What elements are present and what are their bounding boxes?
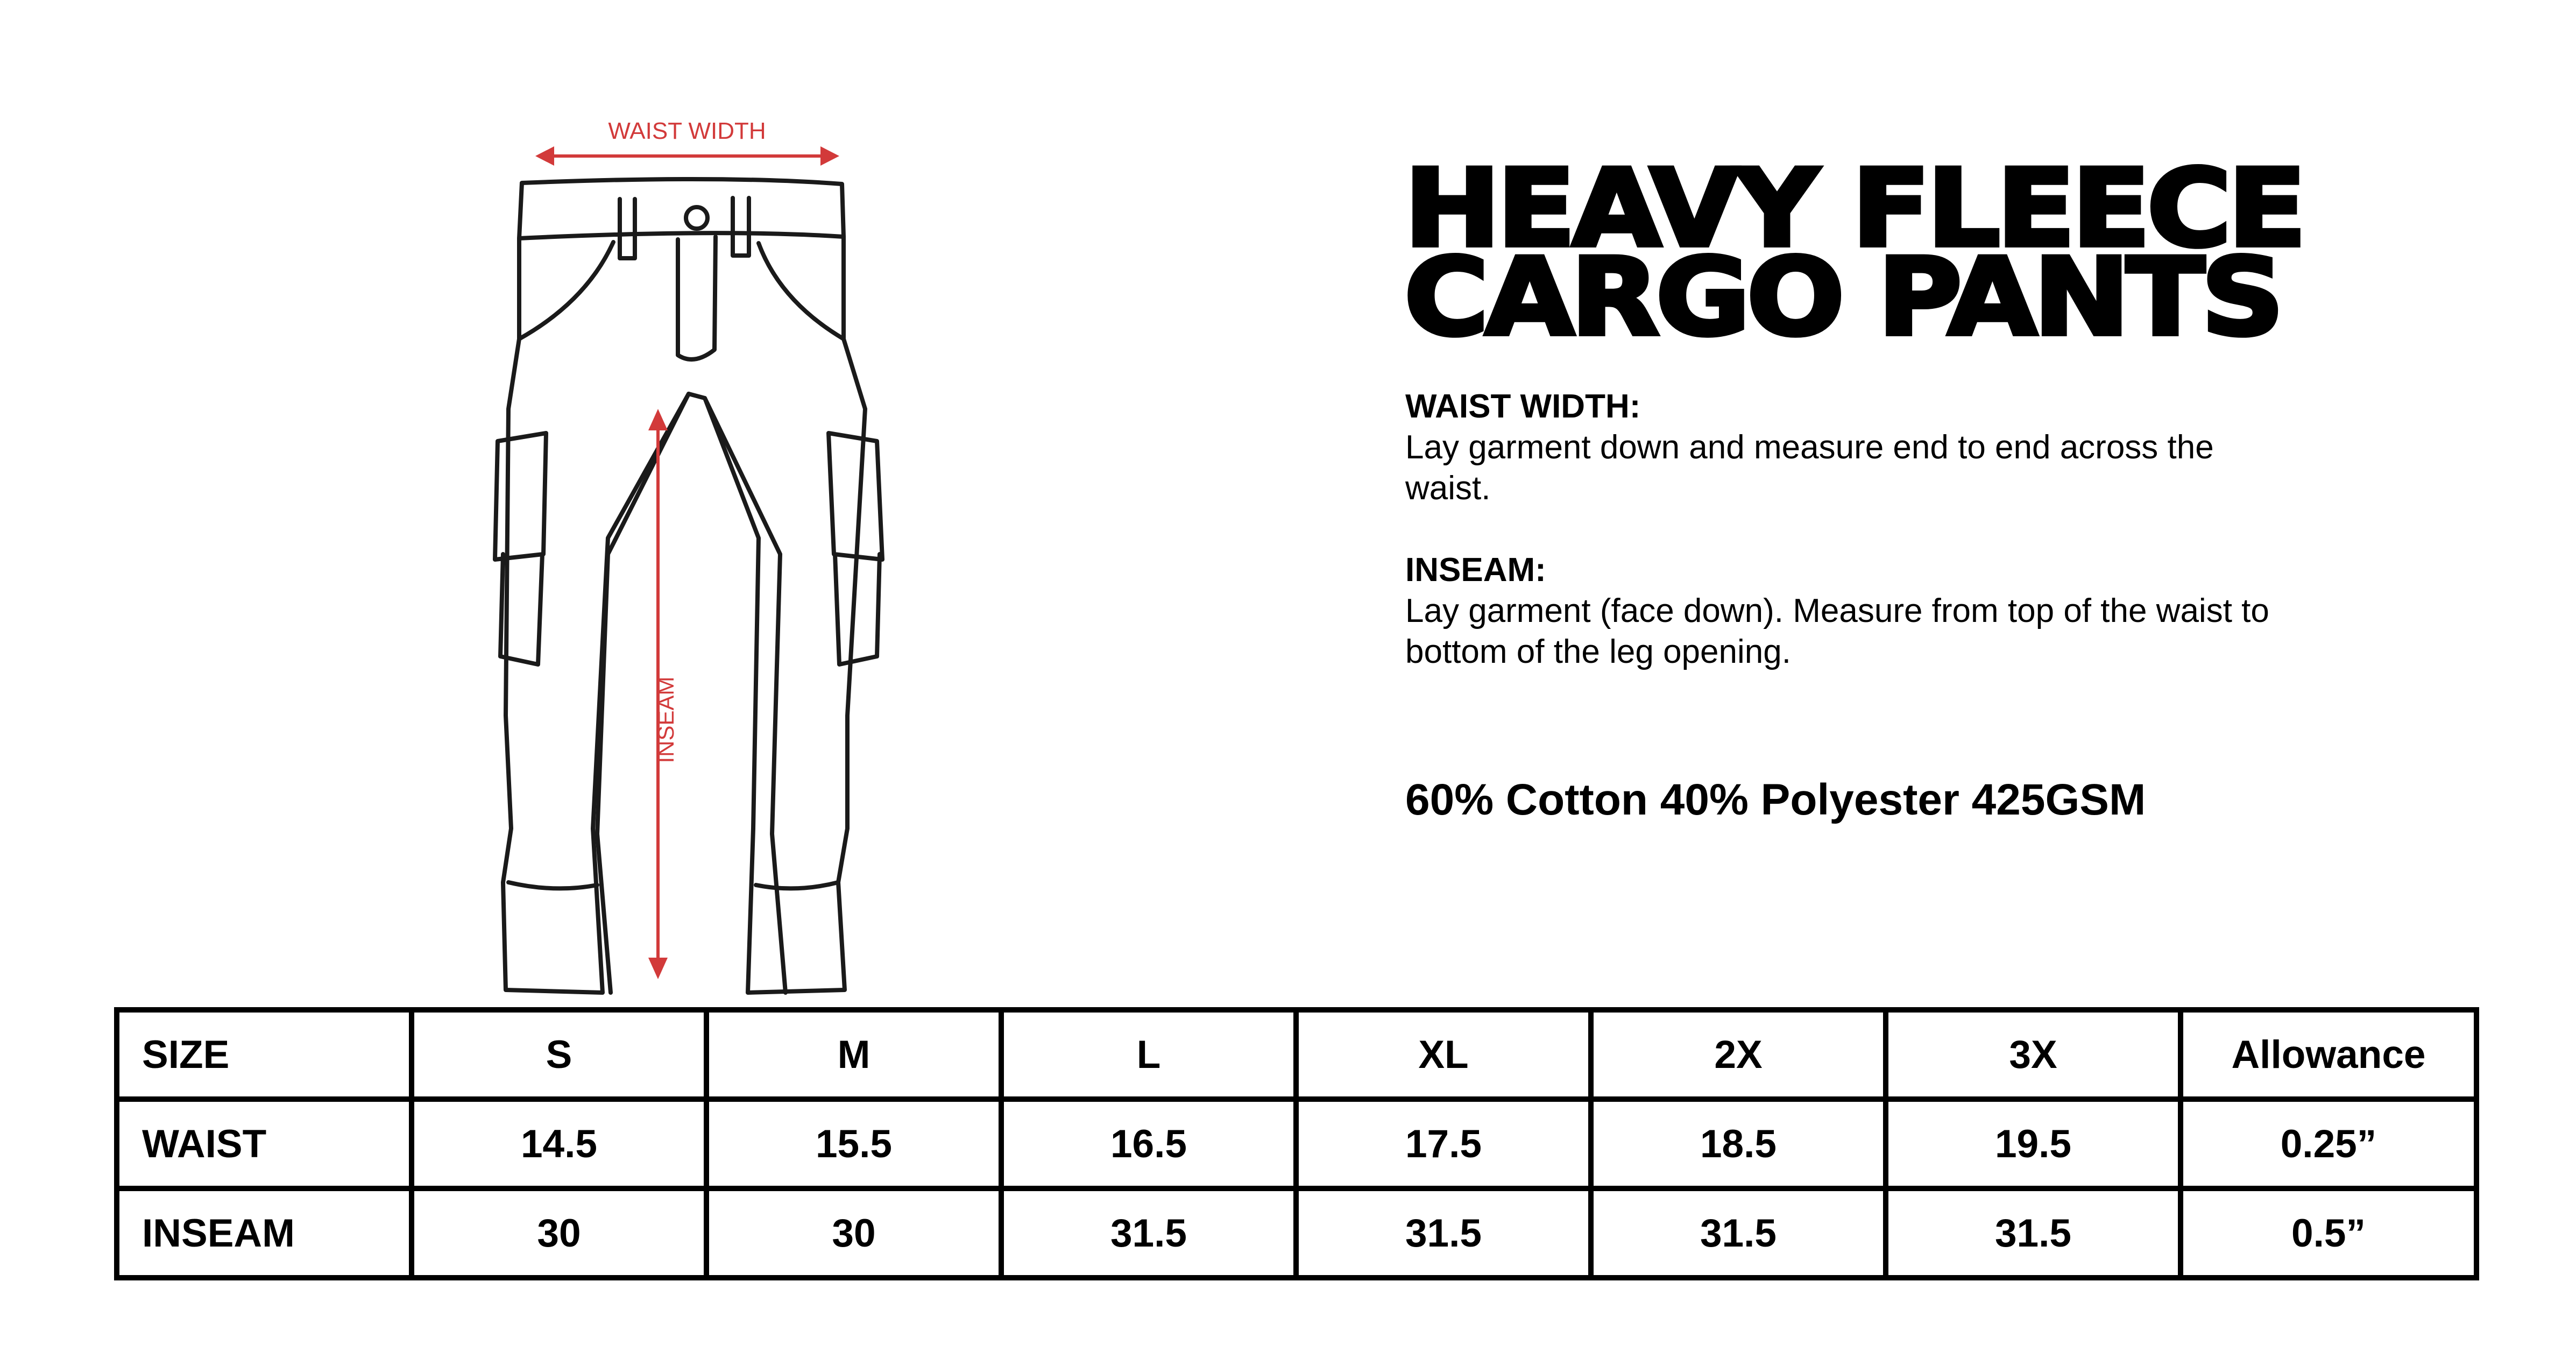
- waist-width-arrow: [535, 146, 839, 166]
- size-chart-table: [114, 1007, 2479, 1280]
- table-cell: 18.5: [1591, 1099, 1886, 1188]
- belt-loop-right: [733, 198, 749, 256]
- pants-illustration: [452, 108, 936, 995]
- header-cell: XL: [1296, 1010, 1591, 1099]
- pocket-left: [519, 242, 613, 339]
- header-cell: Allowance: [2181, 1010, 2476, 1099]
- pants-outline: [503, 237, 865, 993]
- header-cell: 3X: [1886, 1010, 2181, 1099]
- table-cell: 31.5: [1591, 1188, 1886, 1278]
- inseam-label: INSEAM: [653, 676, 678, 763]
- cuff-left: [508, 882, 597, 888]
- waist-instruction-heading: WAIST WIDTH:: [1405, 388, 1641, 425]
- header-cell: 2X: [1591, 1010, 1886, 1099]
- table-cell: 31.5: [1001, 1188, 1296, 1278]
- title-line-2: CARGO PANTS: [1404, 235, 2281, 359]
- product-title: [1404, 146, 2426, 359]
- seam-right: [705, 398, 785, 993]
- table-cell: 0.25”: [2181, 1099, 2476, 1188]
- waist-width-label: WAIST WIDTH: [608, 118, 766, 144]
- table-cell: 17.5: [1296, 1099, 1591, 1188]
- pocket-right: [759, 243, 844, 339]
- table-cell: 16.5: [1001, 1099, 1296, 1188]
- cargo-pocket-left: [495, 433, 546, 664]
- header-cell: S: [412, 1010, 706, 1099]
- waist-instruction: [1405, 386, 2320, 509]
- table-cell: 30: [412, 1188, 706, 1278]
- belt-loop-left: [620, 199, 635, 258]
- fly-outline: [678, 237, 716, 359]
- waist-instruction-text: Lay garment down and measure end to end across the waist.: [1405, 429, 2214, 507]
- table-cell: INSEAM: [117, 1188, 412, 1278]
- inseam-instruction: [1405, 550, 2320, 672]
- table-cell: 0.5”: [2181, 1188, 2476, 1278]
- header-cell: M: [706, 1010, 1001, 1099]
- cargo-pants-diagram: [452, 108, 936, 995]
- table-row: [117, 1099, 2476, 1188]
- inseam-instruction-text: Lay garment (face down). Measure from top of the waist to bottom of the leg opening.: [1405, 592, 2269, 670]
- header-cell: L: [1001, 1010, 1296, 1099]
- table-cell: 19.5: [1886, 1099, 2181, 1188]
- header-cell: SIZE: [117, 1010, 412, 1099]
- measurement-instructions: [1405, 386, 2320, 713]
- table-cell: 30: [706, 1188, 1001, 1278]
- button-icon: [686, 207, 707, 229]
- table-cell: 31.5: [1296, 1188, 1591, 1278]
- waistband-outline: [519, 179, 844, 238]
- cuff-right: [756, 882, 838, 888]
- inseam-instruction-heading: INSEAM:: [1405, 551, 1546, 589]
- table-row: [117, 1188, 2476, 1278]
- table-cell: WAIST: [117, 1099, 412, 1188]
- table-cell: 15.5: [706, 1099, 1001, 1188]
- table-cell: 14.5: [412, 1099, 706, 1188]
- fabric-composition: 60% Cotton 40% Polyester 425GSM: [1405, 775, 2146, 824]
- table-header-row: [117, 1010, 2476, 1099]
- table-cell: 31.5: [1886, 1188, 2181, 1278]
- title-line-1: HEAVY FLEECE: [1404, 146, 2303, 271]
